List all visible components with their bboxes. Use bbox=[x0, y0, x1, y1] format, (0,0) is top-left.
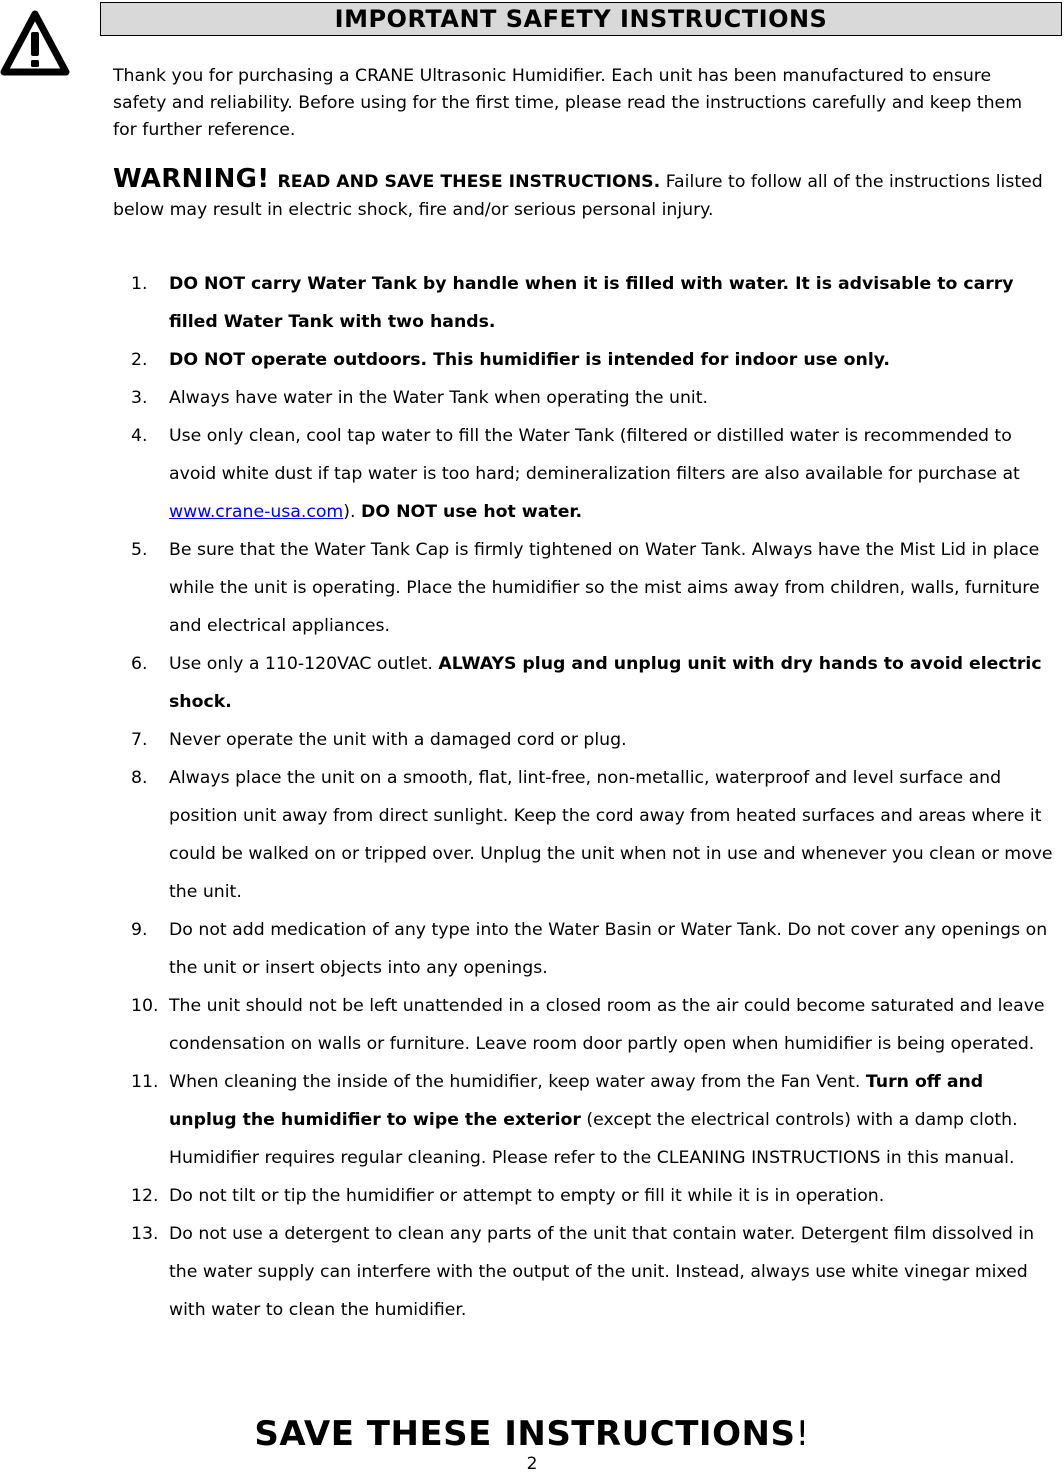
list-item-text: ). bbox=[343, 502, 362, 522]
warning-triangle-icon bbox=[0, 10, 70, 76]
list-item-number: 13. bbox=[131, 1224, 159, 1244]
list-item bbox=[131, 341, 1056, 379]
list-item bbox=[131, 1063, 1056, 1177]
list-item bbox=[131, 379, 1056, 417]
list-item-number: 8. bbox=[131, 768, 148, 788]
list-item-number: 1. bbox=[131, 274, 148, 294]
list-item-number: 11. bbox=[131, 1072, 159, 1092]
list-item-bold-text: DO NOT operate outdoors. This humidifier is intended for indoor use only. bbox=[169, 350, 891, 370]
list-item-number: 3. bbox=[131, 388, 148, 408]
list-item-text: Do not add medication of any type into the Water Basin or Water Tank. Do not cover any openings on the unit or insert objects into any openings. bbox=[169, 920, 1048, 978]
list-item-text: Do not use a detergent to clean any parts of the unit that contain water. Detergent film dissolved in the water supply can interfere with the output of the unit. Instead, always use white vinegar mixed with water to clean the humidifier. bbox=[169, 1224, 1035, 1320]
list-item-text: Use only a 110-120VAC outlet. bbox=[169, 654, 439, 674]
list-item bbox=[131, 1177, 1056, 1215]
list-item bbox=[131, 987, 1056, 1063]
save-bang: ! bbox=[795, 1414, 810, 1454]
warning-label: WARNING! bbox=[113, 164, 270, 194]
list-item-number: 6. bbox=[131, 654, 148, 674]
list-item-number: 9. bbox=[131, 920, 148, 940]
safety-instructions-list bbox=[131, 265, 1056, 1329]
list-item-text: The unit should not be left unattended in a closed room as the air could become saturated and leave condensation on walls or furniture. Leave room door partly open when humidifier is being operated. bbox=[169, 996, 1045, 1054]
list-item-text: Always place the unit on a smooth, flat, lint-free, non-metallic, waterproof and level surface and position unit away from direct sunlight. Keep the cord away from heated surfaces and areas where it could be walked on or tripped over. Unplug the unit when not in use and whenever you clean or move the unit. bbox=[169, 768, 1053, 902]
page-title: IMPORTANT SAFETY INSTRUCTIONS bbox=[100, 2, 1062, 36]
warning-paragraph bbox=[113, 165, 1048, 224]
list-item-number: 10. bbox=[131, 996, 159, 1016]
list-item bbox=[131, 417, 1056, 531]
list-item-number: 7. bbox=[131, 730, 148, 750]
list-item-bold-text: ALWAYS plug and unplug unit with dry hands to avoid electric shock. bbox=[169, 654, 1042, 712]
list-item-bold-text: Turn off and unplug the humidifier to wipe the exterior bbox=[169, 1072, 984, 1130]
list-item bbox=[131, 645, 1056, 721]
list-item-number: 5. bbox=[131, 540, 148, 560]
website-link[interactable]: www.crane-usa.com bbox=[169, 502, 344, 522]
intro-paragraph: Thank you for purchasing a CRANE Ultrasonic Humidifier. Each unit has been manufactured to ensure safety and reliability. Before using for the first time, please read the instructions carefully and keep them for further reference. bbox=[113, 66, 1023, 140]
list-item-text: (except the electrical controls) with a damp cloth. Humidifier requires regular cleaning. Please refer to the CLEANING INSTRUCTIONS in this manual. bbox=[169, 1110, 1018, 1168]
list-item bbox=[131, 759, 1056, 911]
page-number: 2 bbox=[526, 1454, 538, 1474]
list-item bbox=[131, 1215, 1056, 1329]
list-item-number: 4. bbox=[131, 426, 148, 446]
list-item bbox=[131, 911, 1056, 987]
list-item-text: Use only clean, cool tap water to fill the Water Tank (filtered or distilled water is recommended to avoid white dust if tap water is too hard; demineralization filters are also available for purchase at bbox=[169, 426, 1020, 484]
list-item bbox=[131, 531, 1056, 645]
list-item-number: 12. bbox=[131, 1186, 159, 1206]
list-item bbox=[131, 721, 1056, 759]
list-item-bold-text: DO NOT carry Water Tank by handle when it is filled with water. It is advisable to carry filled Water Tank with two hands. bbox=[169, 274, 1014, 332]
list-item-text: Do not tilt or tip the humidifier or attempt to empty or fill it while it is in operation. bbox=[169, 1186, 885, 1206]
list-item-bold-text: DO NOT use hot water. bbox=[361, 502, 583, 522]
list-item-text: When cleaning the inside of the humidifier, keep water away from the Fan Vent. bbox=[169, 1072, 866, 1092]
save-text: SAVE THESE INSTRUCTIONS bbox=[254, 1414, 796, 1454]
list-item-text: Always have water in the Water Tank when operating the unit. bbox=[169, 388, 708, 408]
warning-bold-text: READ AND SAVE THESE INSTRUCTIONS. bbox=[277, 172, 661, 192]
list-item bbox=[131, 265, 1056, 341]
list-item-text: Be sure that the Water Tank Cap is firmly tightened on Water Tank. Always have the Mist Lid in place while the unit is operating. Place the humidifier so the mist aims away from children, walls, furniture and electrical appliances. bbox=[169, 540, 1040, 636]
list-item-number: 2. bbox=[131, 350, 148, 370]
warning-text: Failure to follow all of the instructions listed below may result in electric shock, fire and/or serious personal injury. bbox=[113, 172, 1043, 220]
list-item-text: Never operate the unit with a damaged cord or plug. bbox=[169, 730, 627, 750]
